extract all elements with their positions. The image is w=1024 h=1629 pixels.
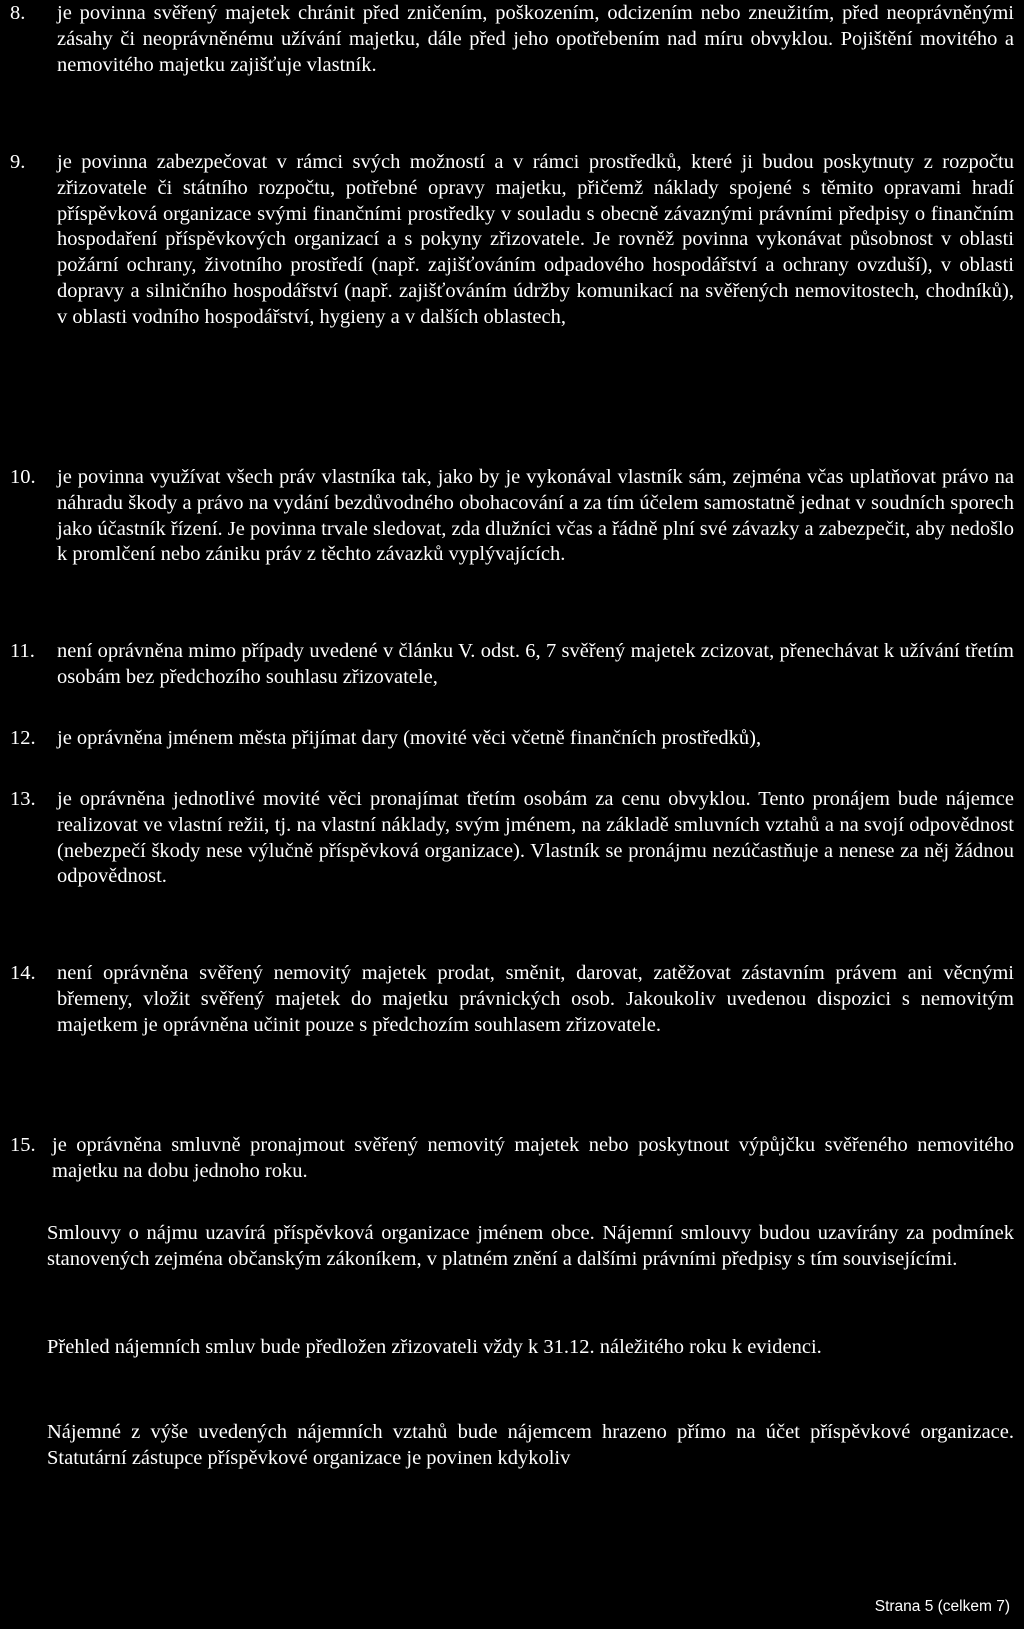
item-text: je oprávněna jednotlivé movité věci pronajímat třetím osobám za cenu obvyklou. Tento pronájem bude nájemce realizovat ve vlastní režii, tj. na vlastní náklady, svým jménem, na základě smluvních vztahů a na svojí odpovědnost (nebezpečí škody nese výlučně příspěvková organizace). Vlastník se pronájmu nezúčastňuje a nenese za něj žádnou odpovědnost. [57, 788, 1014, 888]
item-text: není oprávněna mimo případy uvedené v článku V. odst. 6, 7 svěřený majetek zcizovat, přenechávat k užívání třetím osobám bez předchozího souhlasu zřizovatele, [57, 640, 1014, 688]
item-number: 10. [10, 466, 36, 488]
item-text: není oprávněna svěřený nemovitý majetek prodat, směnit, darovat, zatěžovat zástavním právem ani věcnými břemeny, vložit svěřený majetek do majetku právnických osob. Jakoukoliv uvedenou dispozici s nemovitým majetkem je oprávněna učinit pouze s předchozím souhlasem zřizovatele. [57, 962, 1014, 1036]
item-number: 12. [10, 727, 36, 749]
item-text: je povinna svěřený majetek chránit před zničením, poškozením, odcizením nebo zneužitím, před neoprávněnými zásahy či neoprávněnému užívání majetku, dále před jeho opotřebením nad míru obvyklou. Pojištění movitého a nemovitého majetku zajišťuje vlastník. [57, 2, 1014, 76]
paragraph-rent-payment: Nájemné z výše uvedených nájemních vztahů bude nájemcem hrazeno přímo na účet příspěvkové organizace. Statutární zástupce příspěvkové organizace je povinen kdykoliv [47, 1421, 1014, 1469]
item-number: 11. [10, 640, 35, 662]
paragraph-lease-overview: Přehled nájemních smluv bude předložen zřizovateli vždy k 31.12. náležitého roku k evidenci. [47, 1336, 822, 1358]
item-number: 14. [10, 962, 36, 984]
item-text: je oprávněna smluvně pronajmout svěřený nemovitý majetek nebo poskytnout výpůjčku svěřeného nemovitého majetku na dobu jednoho roku. [52, 1134, 1014, 1182]
list-item-15 [10, 1133, 1014, 1185]
item-number: 9. [10, 151, 26, 173]
paragraph-lease-contracts: Smlouvy o nájmu uzavírá příspěvková organizace jménem obce. Nájemní smlouvy budou uzavírány za podmínek stanovených zejména občanským zákoníkem, v platném znění a dalšími právními předpisy s tím souvisejícími. [47, 1222, 1014, 1270]
list-item-13 [10, 787, 1014, 890]
item-number: 8. [10, 2, 26, 24]
item-text: je oprávněna jménem města přijímat dary (movité věci včetně finančních prostředků), [57, 727, 762, 749]
list-item-8 [10, 1, 1014, 78]
list-item-10 [10, 465, 1014, 568]
item-text: je povinna využívat všech práv vlastníka tak, jako by je vykonával vlastník sám, zejména včas uplatňovat právo na náhradu škody a právo na vydání bezdůvodného obohacování a za tím účelem samostatně jednat v soudních sporech jako účastník řízení. Je povinna trvale sledovat, zda dlužníci včas a řádně plní své závazky a zabezpečit, aby nedošlo k promlčení nebo zániku práv z těchto závazků vyplývajících. [57, 466, 1014, 566]
list-item-11 [10, 639, 1014, 691]
item-text: je povinna zabezpečovat v rámci svých možností a v rámci prostředků, které ji budou poskytnuty z rozpočtu zřizovatele či státního rozpočtu, potřebné opravy majetku, přičemž náklady spojené s těmito opravami hradí příspěvková organizace svými finančními prostředky v souladu s obecně závaznými právními předpisy o finančním hospodaření příspěvkových organizací a s pokyny zřizovatele. Je rovněž povinna vykonávat působnost v oblasti požární ochrany, životního prostředí (např. zajišťováním odpadového hospodářství a ochrany ovzduší), v oblasti dopravy a silničního hospodářství (např. zajišťováním údržby komunikací na svěřených nemovitostech, chodníků), v oblasti vodního hospodářství, hygieny a v dalších oblastech, [57, 151, 1014, 328]
page-footer: Strana 5 (celkem 7) [874, 1598, 1010, 1615]
list-item-14 [10, 961, 1014, 1038]
list-item-9 [10, 150, 1014, 331]
item-number: 15. [10, 1134, 36, 1156]
list-item-12 [10, 726, 1014, 752]
item-number: 13. [10, 788, 36, 810]
